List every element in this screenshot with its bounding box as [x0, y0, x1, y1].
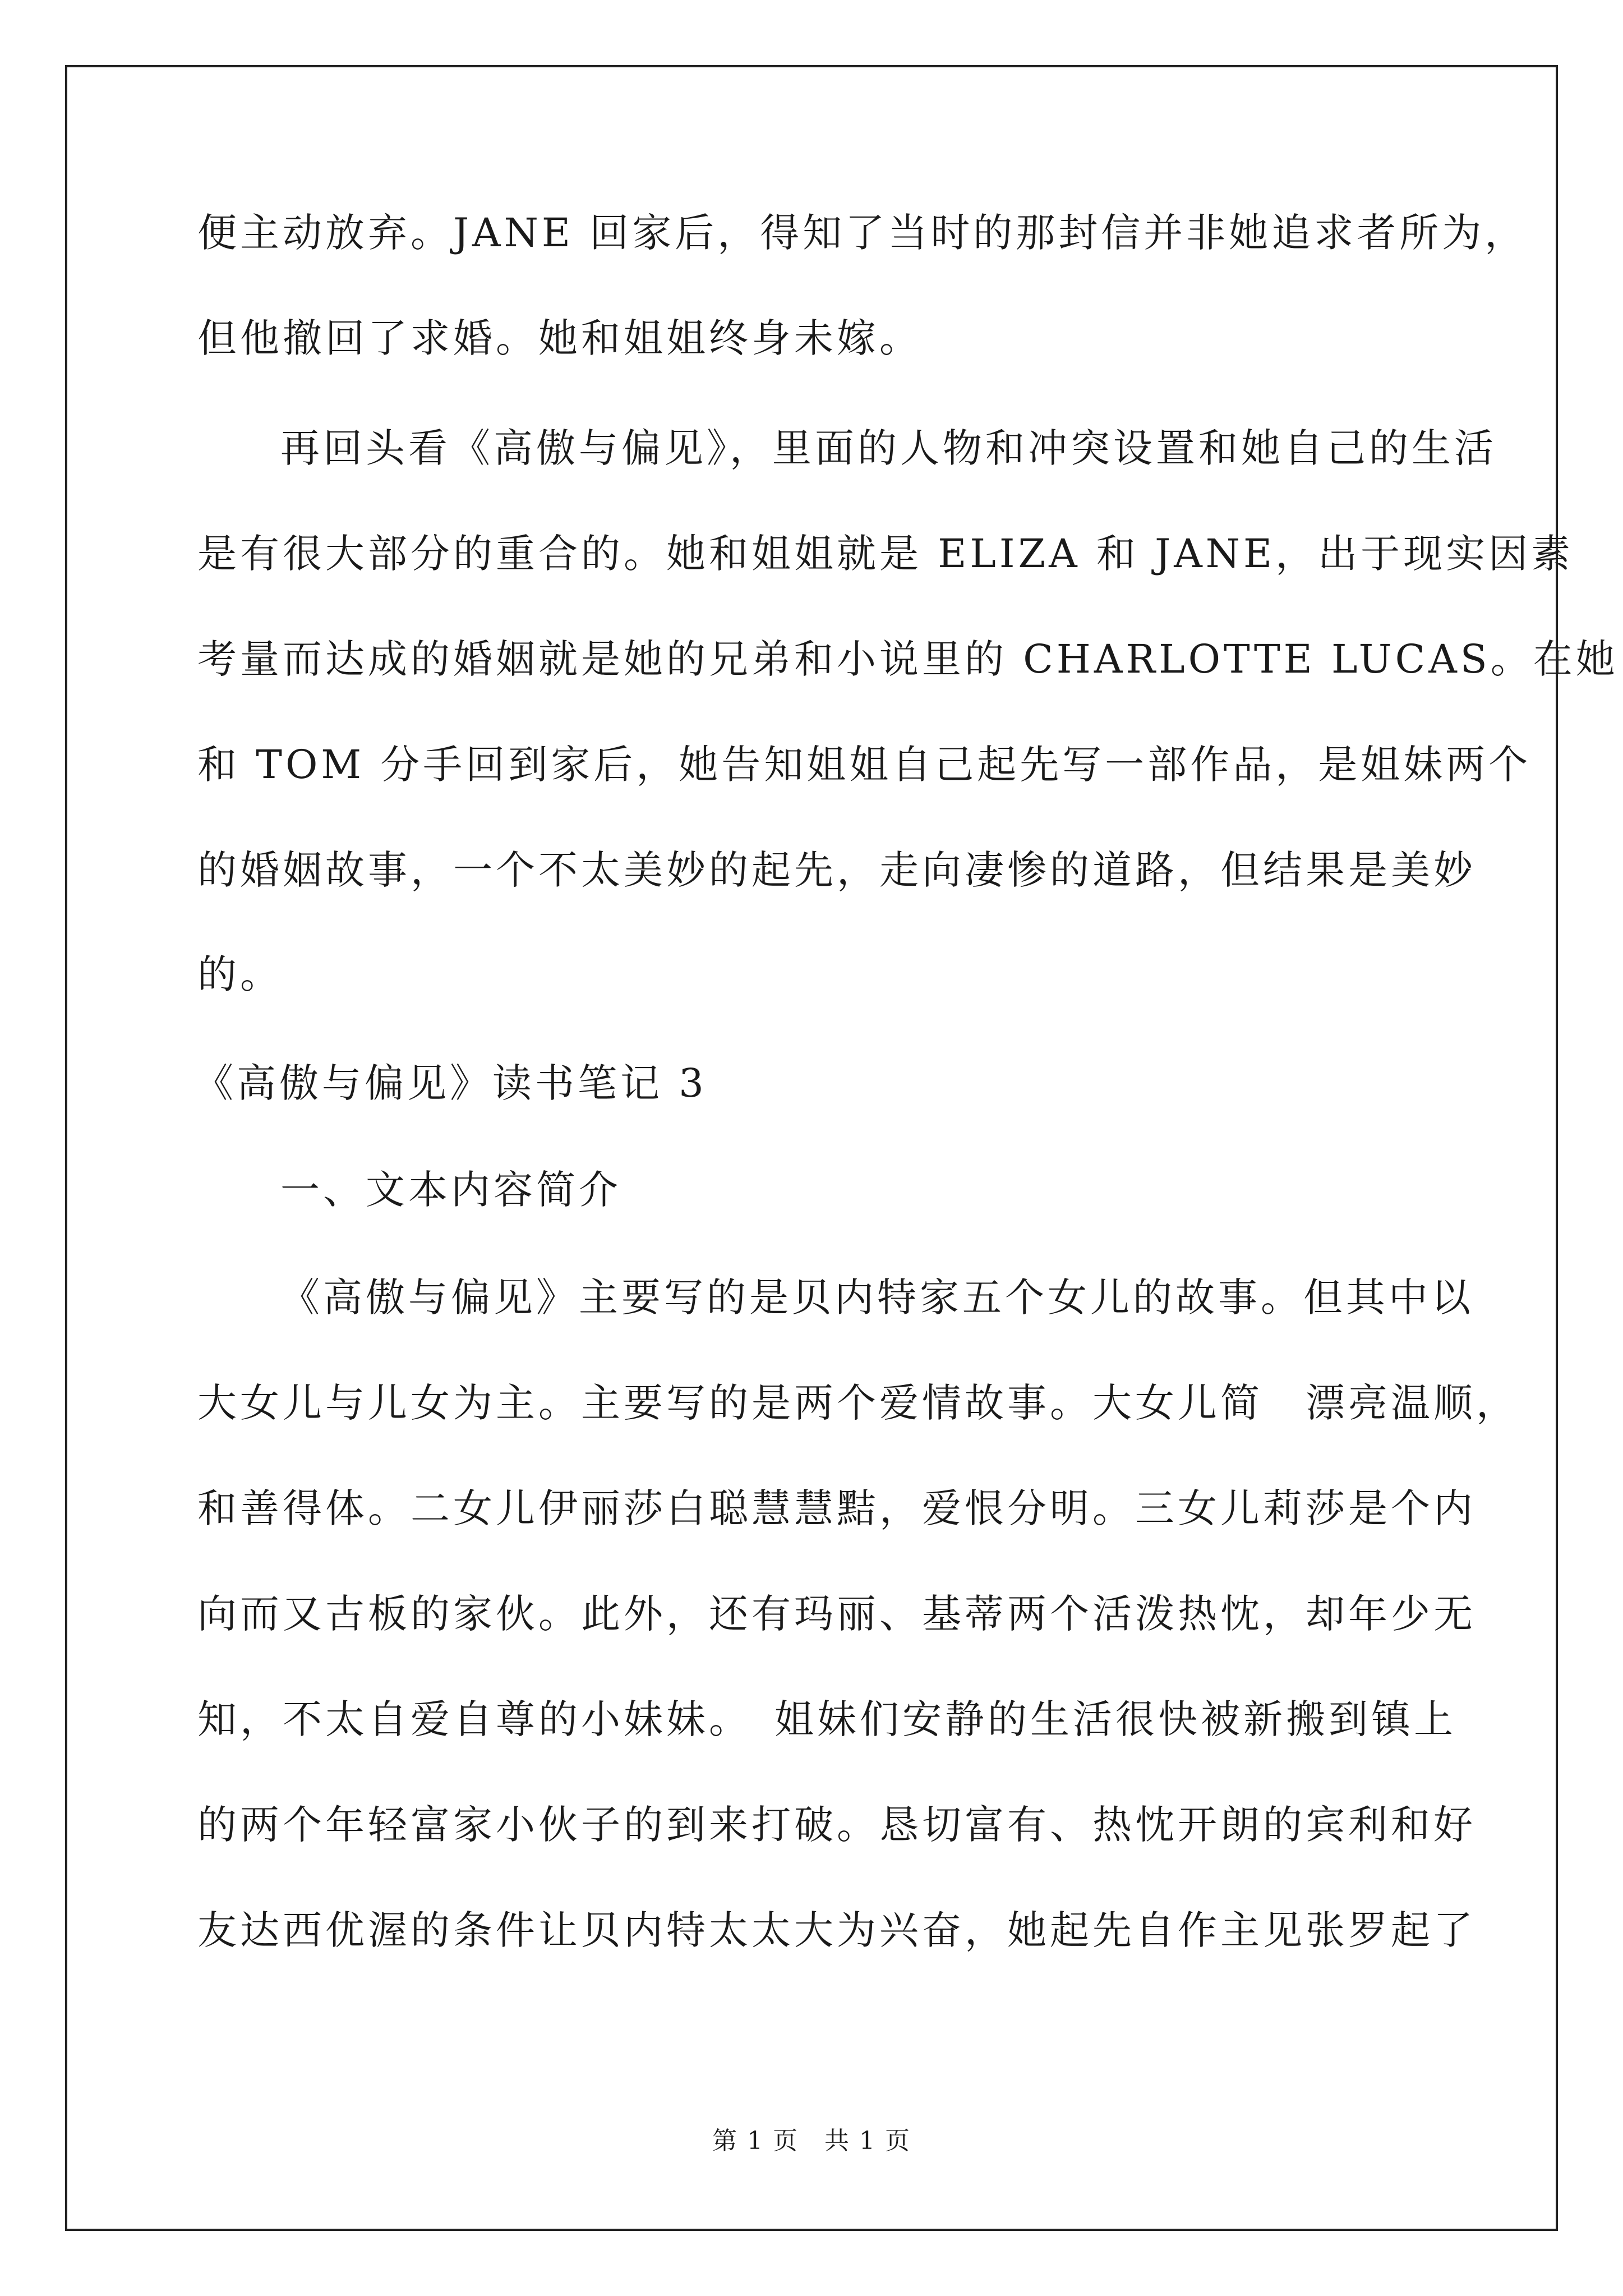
text-line: 和善得体。二女儿伊丽莎白聪慧慧黠，爱恨分明。三女儿莉莎是个内 [197, 1485, 1476, 1531]
subsection-title: 一、文本内容简介 [280, 1167, 621, 1213]
text-line: 但他撤回了求婚。她和姐姐终身未嫁。 [197, 315, 922, 361]
text-line: 是有很大部分的重合的。她和姐姐就是 ELIZA 和 JANE，出于现实因素 [197, 531, 1574, 577]
text-line: 考量而达成的婚姻就是她的兄弟和小说里的 CHARLOTTE LUCAS。在她 [197, 636, 1619, 682]
section-title: 《高傲与偏见》读书笔记 3 [194, 1060, 707, 1106]
text-line: 的婚姻故事，一个不太美妙的起先，走向凄惨的道路，但结果是美妙 [197, 847, 1476, 893]
page-border [65, 65, 1558, 2231]
page-footer: 第 1 页 共 1 页 [712, 2127, 911, 2155]
text-line: 向而又古板的家伙。此外，还有玛丽、基蒂两个活泼热忱，却年少无 [197, 1591, 1476, 1637]
text-line: 和 TOM 分手回到家后，她告知姐姐自己起先写一部作品，是姐妹两个 [197, 742, 1532, 788]
text-line: 友达西优渥的条件让贝内特太太大为兴奋，她起先自作主见张罗起了 [197, 1907, 1476, 1953]
text-line: 的两个年轻富家小伙子的到来打破。恳切富有、热忱开朗的宾利和好 [197, 1802, 1476, 1848]
text-line: 的。 [197, 951, 283, 997]
text-line: 《高傲与偏见》主要写的是贝内特家五个女儿的故事。但其中以 [280, 1274, 1474, 1320]
text-line: 便主动放弃。JANE 回家后，得知了当时的那封信并非她追求者所为， [197, 210, 1528, 256]
text-line: 再回头看《高傲与偏见》，里面的人物和冲突设置和她自己的生活 [280, 425, 1497, 471]
text-line: 知，不太自爱自尊的小妹妹。 姐妹们安静的生活很快被新搬到镇上 [197, 1696, 1456, 1742]
text-line: 大女儿与儿女为主。主要写的是两个爱情故事。大女儿简 漂亮温顺， [197, 1380, 1519, 1426]
